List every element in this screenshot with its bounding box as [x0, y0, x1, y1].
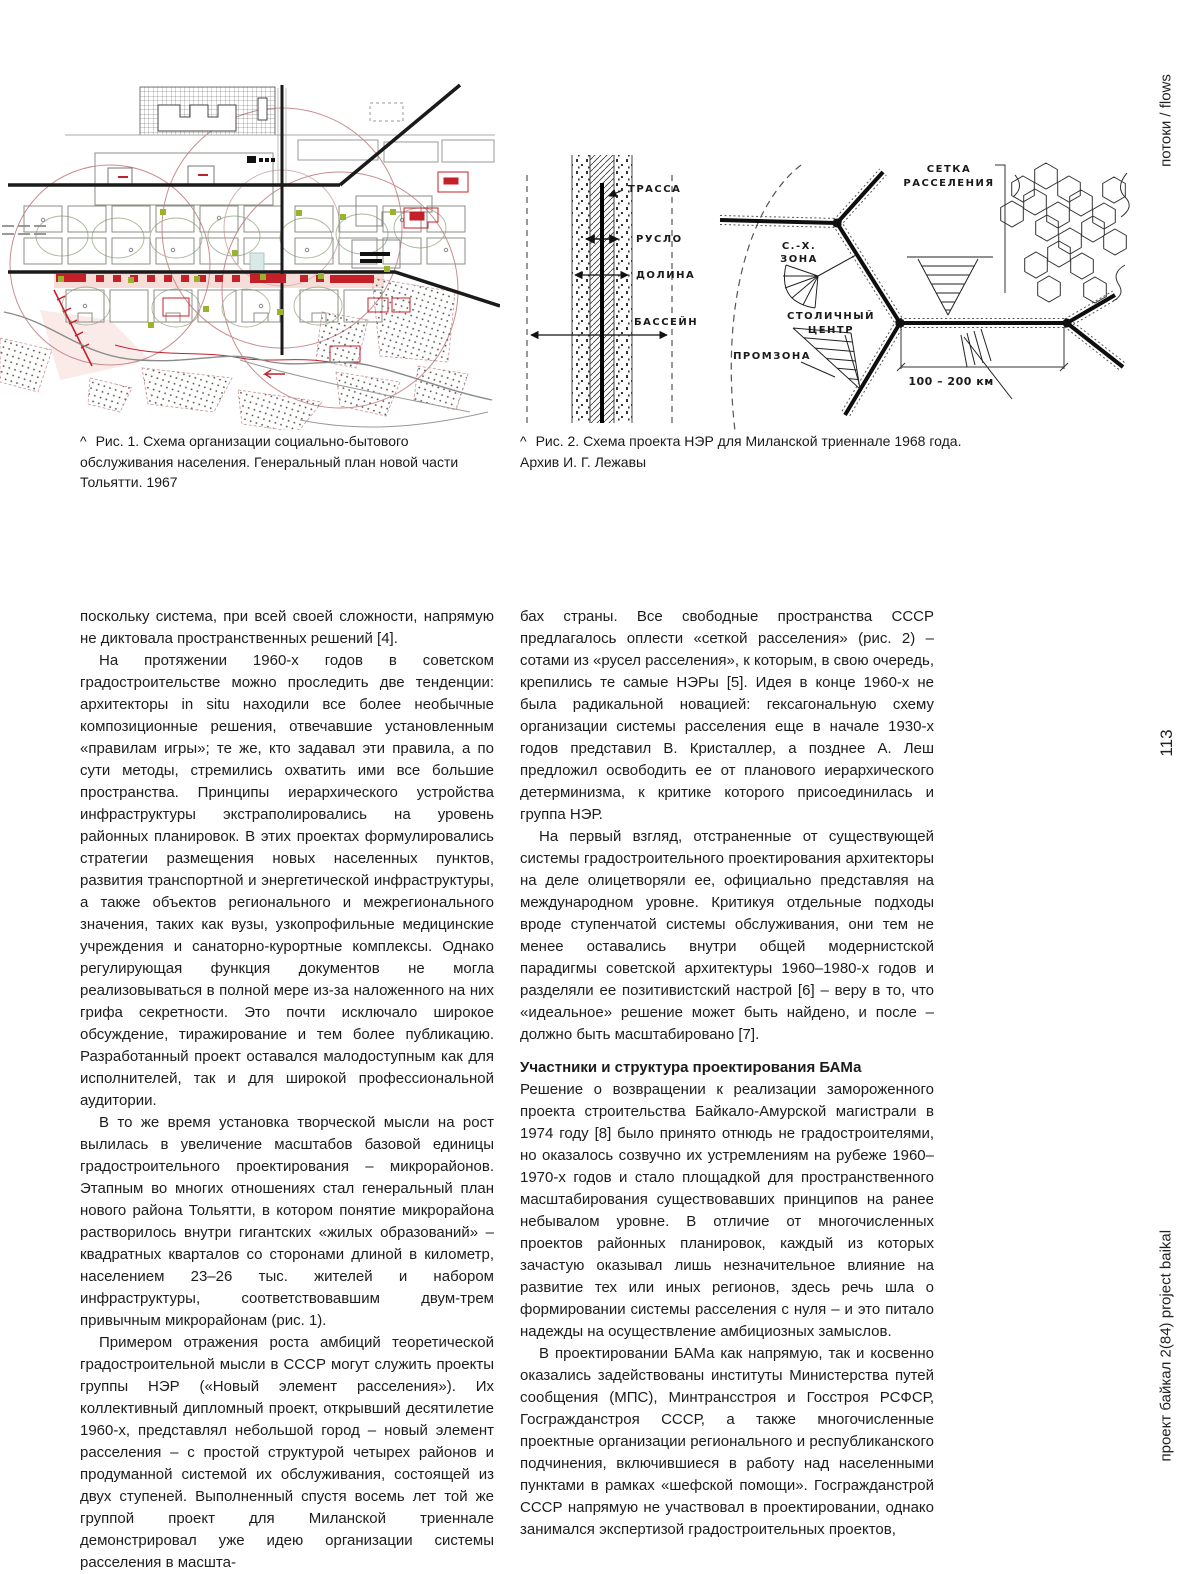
figure-2-caption — [520, 431, 965, 472]
label-setka-line2: РАССЕЛЕНИЯ — [903, 178, 995, 189]
label-bassein: БАССЕЙН — [634, 317, 699, 328]
setka-bracket — [995, 165, 1005, 293]
figure-2-ner-scheme — [515, 145, 1135, 435]
center-triangle — [907, 257, 993, 315]
caption-text: Рис. 2. Схема проекта НЭР для Миланской триеннале 1968 года. Архив И. Г. Лежавы — [520, 433, 962, 470]
article-left-column — [80, 606, 494, 1574]
caption-marker: ^ — [80, 433, 87, 449]
valley-strip-diagram — [527, 155, 698, 425]
label-trassa: ТРАССА — [628, 184, 682, 195]
figure-1-caption — [80, 431, 490, 493]
section-heading: Участники и структура проектирования БАМа — [520, 1059, 862, 1076]
paragraph: На первый взгляд, отстраненные от существующей системы градостроительного проектирования архитекторы на деле олицетворяли ее, официально представляя на международном уровне. Критикуя отдельные подходы вроде ступенчатой системы обслуживания, они тем не менее оставались внутри общей модернистской парадигмы советской архитектуры 1960–1980-х годов и разделяли ее позитивистский настрой [6] – веру в то, что «идеальное» решение может быть найдено, и после – должно быть масштабировано [7]. — [520, 828, 934, 1043]
journal-vertical-label: проект байкал 2(84) project baikal — [1157, 1229, 1175, 1462]
label-setka-line1: СЕТКА — [926, 164, 972, 175]
honeycomb-net — [1001, 163, 1129, 303]
label-scale: 100 – 200 км — [908, 375, 994, 388]
paragraph: На протяжении 1960-х годов в советском градостроительстве можно проследить две тенденции: архитекторы in situ находили все более необычные композиционные решения, отвечавшие установленным «правилам игры»; те же, кто задавал эти правила, а по сути методы, стремились охватить ими все большие пространства. Принципы иерархического устройства инфраструктуры экстраполировались на уровень районных планировок. В этих проектах формулировались стратегии размещения новых населенных пунктов, развития транспортной и энергетической инфраструктуры, а также объектов регионального и межрегионального значения, таких как вузы, узкопрофильные медицинские учреждения и санаторно-курортные комплексы. Однако регулирующая функция документов не могла реализовываться в полной мере из-за наложенного на них грифа секретности. Это почти исключало широкое обсуждение, тиражирование и тем более публикацию. Разработанный проект оставался малодоступным как для исполнителей, так и для широкой профессиональной аудитории. — [80, 652, 494, 1109]
label-sh-zona-line1: С.-Х. — [781, 241, 817, 252]
figure-1-togliatti-plan — [0, 60, 500, 430]
paragraph: поскольку система, при всей своей сложности, напрямую не диктовала пространственных решений [4]. — [80, 608, 494, 647]
green-squares — [58, 209, 396, 328]
label-capital-line1: СТОЛИЧНЫЙ — [786, 311, 876, 322]
label-dolina: ДОЛИНА — [636, 270, 696, 281]
settlement-net-diagram — [720, 163, 1129, 431]
paragraph: В то же время установка творческой мысли на рост вылилась в увеличение масштабов базовой единицы градостроительного проектирования – микрорайонов. Этапным во многих отношениях стал генеральный план нового района Тольятти, в котором понятие микрорайона растворилось внутри гигантских «жилых образований» – квадратных кварталов со сторонами длиной в километр, населением 23–26 тыс. жителей и набором инфраструктуры, соответствовавшим двум-трем привычным микрорайонам (рис. 1). — [80, 1114, 494, 1329]
page-number: 113 — [1157, 729, 1176, 757]
label-ruslo: РУСЛО — [636, 234, 683, 245]
paragraph: Примером отражения роста амбиций теоретической градостроительной мысли в СССР могут служить проекты группы НЭР («Новый элемент расселения»). Их коллективный дипломный проект, открывший десятилетие 1960-х, представлял небольшой город – новый элемент расселения – с простой структурой четырех районов и продуманной системой их обслуживания, состоящей из двух ступеней. Выполненный спустя восемь лет той же группой проект для Миланской триеннале демонстрировал уже идею организации системы расселения в масшта- — [80, 1334, 494, 1571]
caption-text: Рис. 1. Схема организации социально-бытового обслуживания населения. Генеральный план новой части Тольятти. 1967 — [80, 433, 459, 490]
label-sh-zona-line2: ЗОНА — [780, 254, 818, 265]
paragraph: Решение о возвращении к реализации замороженного проекта строительства Байкало-Амурской магистрали в 1974 году [8] было принято отнюдь не градостроителями, но оказалось созвучно их устремлениям на рубеже 1960–1970-х годов и стало площадкой для пространственного масштабирования существовавших принципов на ранее небывалом уровне. В отличие от многочисленных проектов районных планировок, каждый из которых зачастую оказывал лишь незначительное влияние на развитие тех или иных регионов, здесь речь шла о формировании системы расселения с нуля – и это питало надежды на осуществление амбициозных замыслов. — [520, 1081, 934, 1340]
south-wedge — [961, 329, 1012, 399]
paragraph: бах страны. Все свободные пространства СССР предлагалось оплести «сеткой расселения» (рис. 2) – сотами из «русел расселения», к которым, в свою очередь, крепились те самые НЭРы [5]. Идея в конце 1960-х не была радикальной новацией: гексагональную схему организации системы расселения еще в начале 1930-х годов представил В. Кристаллер, а позднее А. Леш предложил освободить ее от планового иерархического детерминизма, к критике которого присоединилась и группа НЭР. — [520, 608, 934, 823]
article-right-column — [520, 606, 934, 1541]
industrial-zone — [140, 87, 275, 135]
label-capital-line2: ЦЕНТР — [807, 325, 855, 336]
caption-marker: ^ — [520, 433, 527, 449]
paragraph: В проектировании БАМа как напрямую, так и косвенно оказались задействованы институты Министерства путей сообщения (МПС), Минтрансстроя и Госстроя РСФСР, Госгражданстроя СССР, а также многочисленные проектные организации регионального и республиканского подчинения, включившиеся в работу над населенными пунктами в рамках «шефской помощи». Госгражданстрой СССР напрямую не участвовал в проектировании, однако занимался экспертизой градостроительных проектов, — [520, 1345, 934, 1538]
label-promzona: ПРОМЗОНА — [733, 351, 811, 362]
rubric-vertical-label: потоки / flows — [1157, 74, 1175, 167]
